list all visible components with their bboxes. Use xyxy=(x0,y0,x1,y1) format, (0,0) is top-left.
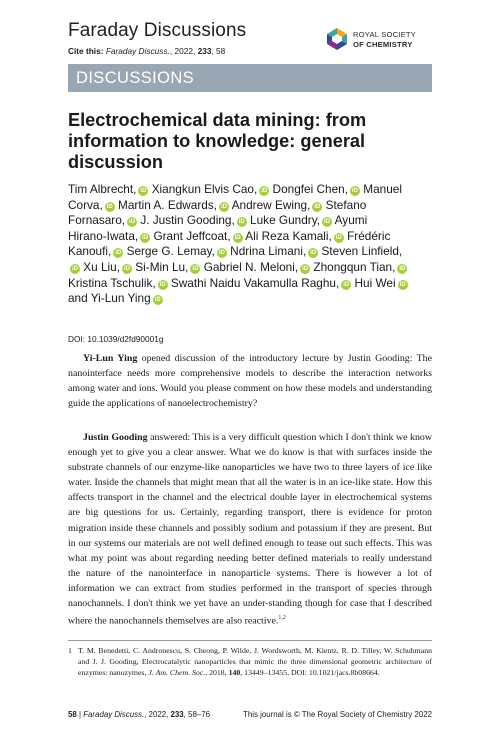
orcid-icon[interactable]: iD xyxy=(142,234,149,241)
orcid-icon[interactable]: iD xyxy=(399,265,406,272)
reference-superscript[interactable]: 1,2 xyxy=(278,615,286,622)
author xyxy=(68,276,168,290)
orcid-icon[interactable]: iD xyxy=(115,250,122,257)
speaker-name: Yi-Lun Ying xyxy=(83,353,138,364)
footer-citation xyxy=(68,710,210,719)
orcid-icon[interactable]: iD xyxy=(124,265,131,272)
author-name[interactable]: Grant Jeffcoat, xyxy=(153,228,231,243)
author-name[interactable]: Ali Reza Kamali, xyxy=(245,228,332,243)
author xyxy=(140,213,246,227)
orcid-icon[interactable]: iD xyxy=(310,250,317,257)
doi[interactable]: DOI: 10.1039/d2fd90001g xyxy=(68,334,164,344)
orcid-icon[interactable]: iD xyxy=(343,281,350,288)
cite-volume: 233 xyxy=(197,46,212,56)
cite-journal: Faraday Discuss. xyxy=(105,46,170,56)
rsc-logo xyxy=(325,27,435,57)
author-list xyxy=(68,182,408,307)
section-banner-label: DISCUSSIONS xyxy=(76,69,195,87)
author-name[interactable]: Swathi Naidu Vakamulla Raghu, xyxy=(170,275,340,290)
author-name[interactable]: Luke Gundry, xyxy=(250,213,320,228)
orcid-icon[interactable]: iD xyxy=(324,219,330,226)
footer-pages: , 58–76 xyxy=(183,710,210,719)
author xyxy=(153,229,242,243)
paragraph-2 xyxy=(68,430,432,629)
author xyxy=(313,260,407,274)
cite-year: , 2022, xyxy=(169,46,198,56)
author-name[interactable]: Tim Albrecht, xyxy=(68,182,137,196)
cite-page: , 58 xyxy=(211,46,226,56)
author-name[interactable]: Dongfei Chen, xyxy=(272,182,348,196)
author xyxy=(135,260,200,274)
author-name[interactable]: Ndrina Limani, xyxy=(230,244,307,259)
author-name[interactable]: Martin A. Edwards, xyxy=(118,197,218,212)
footnote-number: 1 xyxy=(68,646,72,655)
author-name[interactable]: Zhongqun Tian, xyxy=(313,259,396,274)
author-name[interactable]: Stefano Fornasaro, xyxy=(68,197,367,228)
author-name[interactable]: Manuel Corva, xyxy=(68,182,402,212)
footer-copyright: This journal is © The Royal Society of Chemistry 2022 xyxy=(243,710,432,719)
author-name[interactable]: Xu Liu, xyxy=(83,259,121,274)
orcid-icon[interactable]: iD xyxy=(159,281,166,288)
orcid-icon[interactable]: iD xyxy=(221,203,228,210)
author-name[interactable]: and Yi-Lun Ying xyxy=(68,291,151,306)
rsc-logo-line1: ROYAL SOCIETY xyxy=(353,30,416,39)
author-name[interactable]: Ayumi Hirano-Iwata, xyxy=(68,213,368,243)
author-name[interactable]: Serge G. Lemay, xyxy=(126,244,215,259)
author xyxy=(273,182,360,196)
author-name[interactable]: Steven Linfield, xyxy=(321,244,403,259)
paragraph-text: opened discussion of the introductory lecture by Justin Gooding: The nanointerface needs more comprehensive models to describe the interaction networks among water and ions. Would you please comment on how these models and understanding guide the applications of nanoelectrochemistry? xyxy=(68,353,432,410)
orcid-icon[interactable]: iD xyxy=(140,188,147,194)
footnote-authors: T. M. Benedetti, C. Andronescu, S. Cheong, P. Wilde, J. Wordsworth, M. Kientz, R. D. Tilley, W. Schuhmann and J. J. Gooding, Electrocatalytic nanoparticles that mimic the three dimensional geometric architecture of enzymes: nanozymes, xyxy=(78,646,432,678)
footnote-1 xyxy=(68,645,432,679)
footer-year: , 2022, xyxy=(144,710,171,719)
author xyxy=(171,276,351,290)
author-name[interactable]: Xiangkun Elvis Cao, xyxy=(151,182,258,196)
author xyxy=(118,198,229,212)
orcid-icon[interactable]: iD xyxy=(106,203,113,210)
orcid-icon[interactable]: iD xyxy=(154,297,161,304)
footer-journal: Faraday Discuss. xyxy=(83,710,145,719)
orcid-icon[interactable]: iD xyxy=(72,265,78,272)
cite-label: Cite this: xyxy=(68,46,104,56)
orcid-icon[interactable]: iD xyxy=(351,188,358,194)
orcid-icon[interactable]: iD xyxy=(129,219,136,226)
speaker-name: Justin Gooding xyxy=(83,432,148,443)
footnote-text xyxy=(78,645,432,679)
orcid-icon[interactable]: iD xyxy=(234,234,241,241)
author-name[interactable]: J. Justin Gooding, xyxy=(140,213,235,228)
orcid-icon[interactable]: iD xyxy=(302,265,309,272)
orcid-icon[interactable]: iD xyxy=(238,219,245,226)
author xyxy=(355,276,408,290)
author xyxy=(232,198,323,212)
author xyxy=(68,182,148,196)
orcid-icon[interactable]: iD xyxy=(399,281,406,288)
author-name[interactable]: Frédéric Kanoufi, xyxy=(68,228,391,259)
article-title: Electrochemical data mining: from information to knowledge: general discussion xyxy=(68,110,367,172)
footnote-pages[interactable]: , 13449–13455, DOI: 10.1021/jacs.8b08664. xyxy=(240,668,380,678)
footer-page-number: 58 xyxy=(68,710,77,719)
footer-separator: | xyxy=(76,710,84,719)
orcid-icon[interactable]: iD xyxy=(261,188,268,194)
author-name[interactable]: Kristina Tschulik, xyxy=(68,275,156,290)
author xyxy=(245,229,344,243)
footnote-journal: J. Am. Chem. Soc. xyxy=(148,668,206,678)
author xyxy=(127,244,227,258)
author xyxy=(152,182,270,196)
footnote-year: , 2018, xyxy=(205,668,229,678)
footnote-volume: 140 xyxy=(228,668,241,678)
section-banner xyxy=(68,64,432,92)
rsc-logo-line2: OF CHEMISTRY xyxy=(353,39,413,49)
rsc-logo-icon xyxy=(325,27,349,51)
orcid-icon[interactable]: iD xyxy=(314,203,321,210)
orcid-icon[interactable]: iD xyxy=(218,250,225,257)
paragraph-1 xyxy=(68,351,432,411)
footnote-divider xyxy=(68,640,432,641)
author xyxy=(83,260,132,274)
author-name[interactable]: Si-Min Lu, xyxy=(135,259,189,274)
author-name[interactable]: Andrew Ewing, xyxy=(231,197,311,212)
author xyxy=(204,260,310,274)
author xyxy=(68,291,163,305)
author xyxy=(250,213,332,227)
journal-title: Faraday Discussions xyxy=(68,20,247,41)
rsc-logo-text xyxy=(353,30,416,49)
orcid-icon[interactable]: iD xyxy=(192,265,199,272)
author xyxy=(230,244,318,258)
paragraph-text: answered: This is a very difficult question which I don't think we know enough yet to give you a clear answer. What we do know is that with surfaces inside the substrate channels of our enzyme-like nanoparticles we have two to three layers of ice like water. Inside the channels that might mean that all the water is in an ice-like state. How this affects transport in the channel and the electrical double layer in electrochemical systems are big questions for us. Certainly, regarding transport, there is evidence for proton migration inside these channels and possibly sodium and potassium if they are present. But in our systems our materials are not well defined enough to tease out such effects. This was what my point was about regarding needing better defined materials to really understand the nature of the nanointerface in nanoparticle systems. There is however a lot of information we can extract from studies performed in the transport of species through nanochannels. I don't think we yet have an under-standing though for case that I described where the nanochannels themselves are also reactive. xyxy=(68,432,432,627)
orcid-icon[interactable]: iD xyxy=(335,234,342,241)
citation-line xyxy=(68,46,225,56)
author-name[interactable]: Hui Wei xyxy=(354,275,396,290)
footer-volume: 233 xyxy=(170,710,184,719)
author-name[interactable]: Gabriel N. Meloni, xyxy=(203,259,299,274)
